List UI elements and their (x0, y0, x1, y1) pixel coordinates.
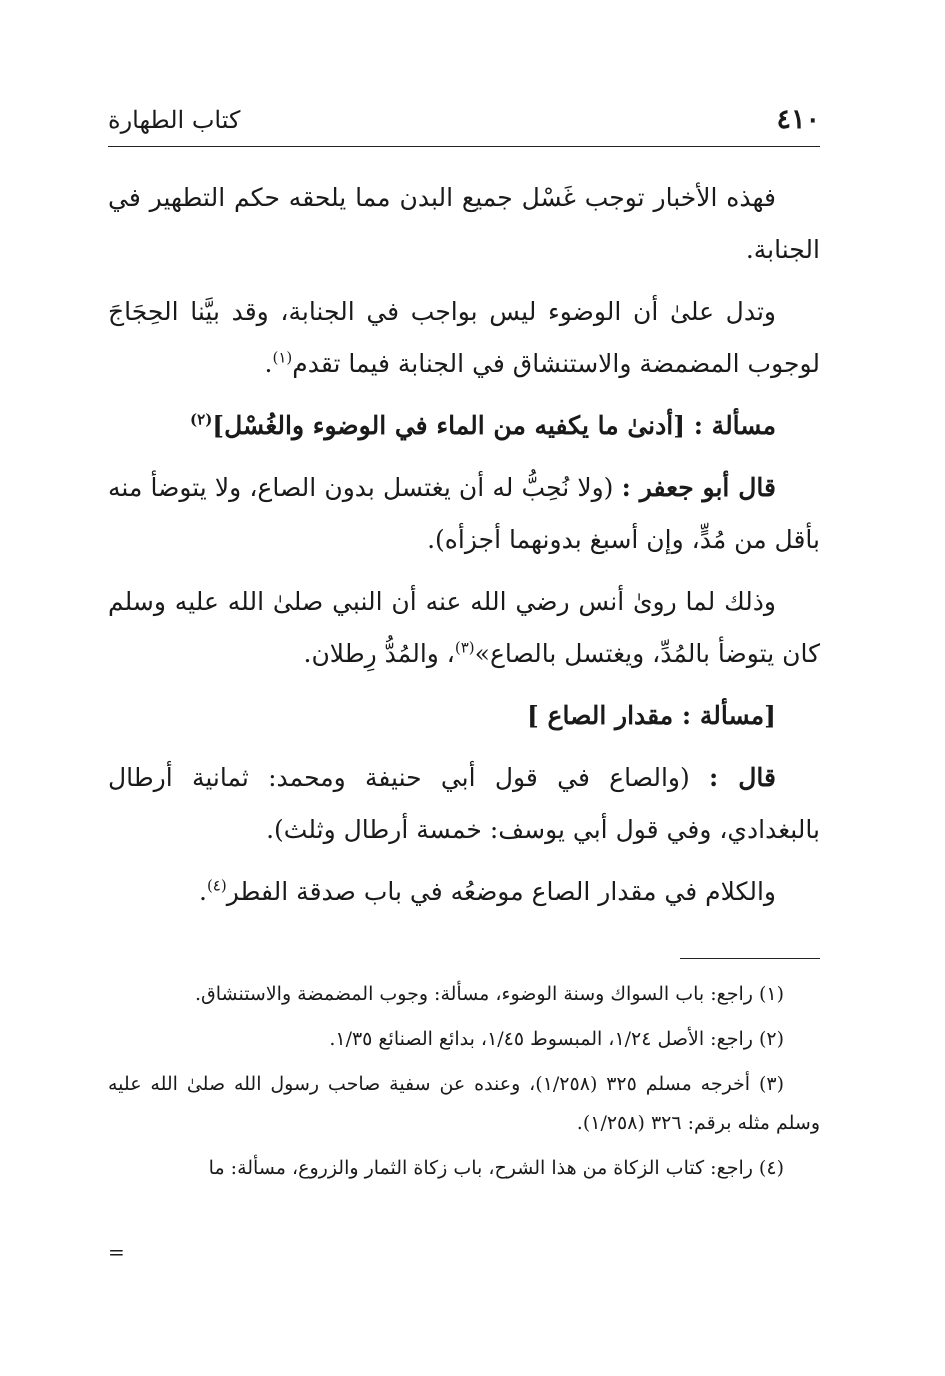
footnote-divider (680, 958, 820, 959)
footnotes (108, 975, 820, 1194)
paragraph-text: وتدل علىٰ أن الوضوء ليس بواجب في الجنابة، وقد بيَّنا الحِجَاجَ لوجوب المضمضة والاستنشاق في الجنابة فيما تقدم (108, 297, 820, 378)
footnote-ref[interactable]: (٢) (190, 410, 213, 429)
footnote: (٣) أخرجه مسلم ٣٢٥ (١/٢٥٨)، وعنده عن سفية صاحب رسول الله صلىٰ الله عليه وسلم مثله برقم: ٣٢٦ (١/٢٥٨). (108, 1073, 820, 1134)
paragraph-text: وذلك لما روىٰ أنس رضي الله عنه أن النبي صلىٰ الله عليه وسلم كان يتوضأ بالمُدِّ، ويغتسل بالصاع» (108, 587, 820, 668)
paragraph-text: (والصاع في قول أبي حنيفة ومحمد: ثمانية أرطال بالبغدادي، وفي قول أبي يوسف: خمسة أرطال وثلث). (108, 763, 820, 844)
punctuation: . (264, 349, 273, 378)
issue-heading (108, 690, 820, 742)
heading-text: [مسألة : مقدار الصاع ] (527, 701, 776, 730)
main-text (108, 172, 820, 928)
paragraph (108, 286, 820, 390)
paragraph (108, 576, 820, 680)
continuation-mark: = (108, 1240, 125, 1264)
paragraph (108, 172, 820, 276)
heading-text: مسألة : [أدنىٰ ما يكفيه من الماء في الوضوء والغُسْل] (212, 411, 776, 440)
paragraph-text: والكلام في مقدار الصاع موضعُه في باب صدقة الفطر (226, 877, 776, 906)
page-number: ٤١٠ (776, 104, 820, 135)
footnote: (٤) راجع: كتاب الزكاة من هذا الشرح، باب زكاة الثمار والزروع، مسألة: ما (208, 1157, 784, 1179)
paragraph-text: (ولا نُحِبُّ له أن يغتسل بدون الصاع، ولا يتوضأ منه بأقل من مُدٍّ، وإن أسبغ بدونهما أجزأه). (108, 473, 820, 554)
speaker-lead: قال أبو جعفر : (621, 473, 776, 502)
punctuation: . (198, 877, 207, 906)
footnote: (٢) راجع: الأصل ١/٢٤، المبسوط ١/٤٥، بدائع الصنائع ١/٣٥. (329, 1028, 784, 1050)
paragraph (108, 462, 820, 566)
paragraph-text: ، والمُدُّ رِطلان. (303, 639, 455, 668)
paragraph (108, 752, 820, 856)
footnote-ref[interactable]: (١) (272, 348, 293, 367)
issue-heading (108, 400, 820, 452)
footnote-ref[interactable]: (٣) (454, 638, 475, 657)
paragraph-text: فهذه الأخبار توجب غَسْل جميع البدن مما يلحقه حكم التطهير في الجنابة. (108, 183, 820, 264)
running-title: كتاب الطهارة (108, 106, 241, 134)
footnote-ref[interactable]: (٤) (206, 876, 227, 895)
speaker-lead: قال : (709, 763, 777, 792)
paragraph (108, 866, 820, 918)
footnote: (١) راجع: باب السواك وسنة الوضوء، مسألة: وجوب المضمضة والاستنشاق. (194, 983, 784, 1005)
page-header (108, 98, 820, 147)
